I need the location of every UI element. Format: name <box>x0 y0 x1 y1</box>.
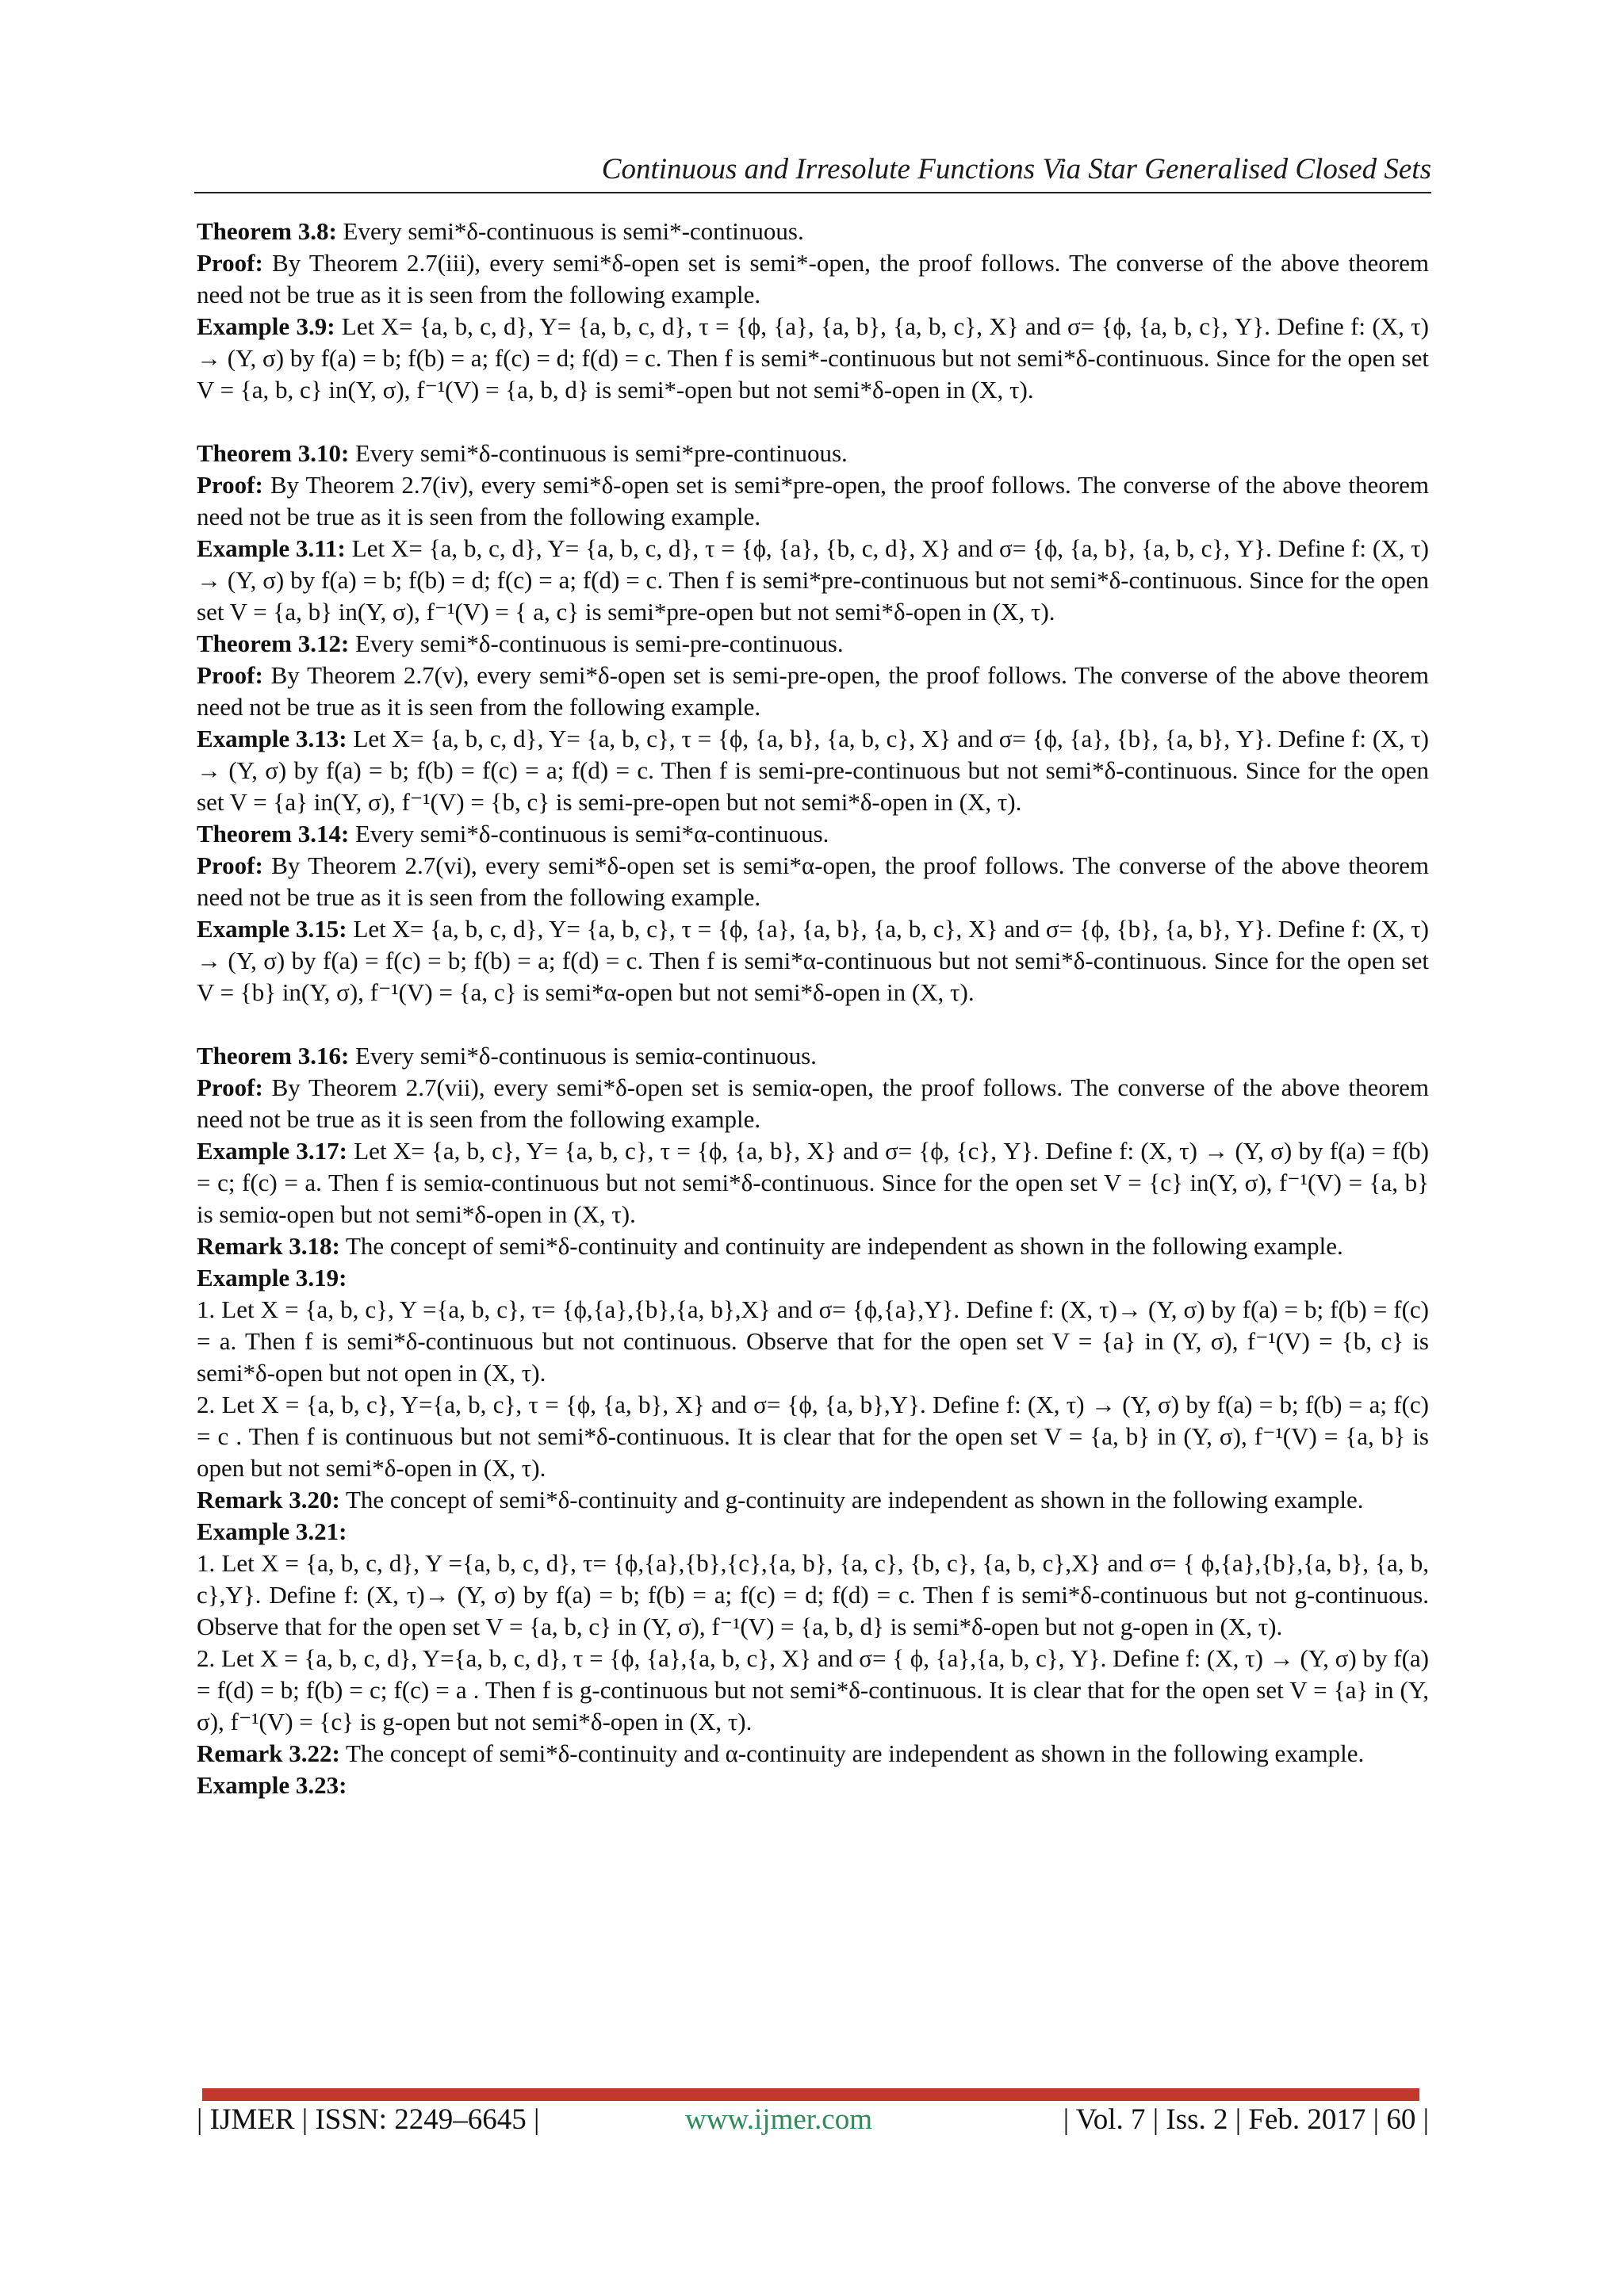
paragraph <box>197 533 1429 628</box>
paragraph-text: Every semi*δ-continuous is semiα-continuous. <box>349 1042 817 1070</box>
paragraph-label: Theorem 3.16: <box>197 1042 350 1070</box>
paragraph-label: Example 3.13: <box>197 725 347 752</box>
paragraph-text: Let X= {a, b, c, d}, Y= {a, b, c, d}, τ = {ϕ, {a}, {a, b}, {a, b, c}, X} and σ= {ϕ, {a, b, c}, Y}. Define f: (X, τ) → (Y, σ) by f(a) = b; f(b) = a; f(c) = d; f(d) = c. Then f is semi*-continuous but not semi*δ-continuous. Since for the open set V = {a, b, c} in(Y, σ), f⁻¹(V) = {a, b, d} is semi*-open but not semi*δ-open in (X, τ). <box>197 312 1430 404</box>
paragraph <box>197 247 1429 311</box>
paragraph-text: 1. Let X = {a, b, c, d}, Y ={a, b, c, d}, τ= {ϕ,{a},{b},{c},{a, b}, {a, c}, {b, c}, {a, b, c},X} and σ= { ϕ,{a},{b},{a, b}, {a, b, c},Y}. Define f: (X, τ)→ (Y, σ) by f(a) = b; f(b) = a; f(c) = d; f(d) = c. Then f is semi*δ-continuous but not g-continuous. Observe that for the open set V = {a, b, c} in (Y, σ), f⁻¹(V) = {a, b, d} is semi*δ-open but not g-open in (X, τ). <box>197 1549 1429 1640</box>
paragraph-text: Let X= {a, b, c, d}, Y= {a, b, c}, τ = {ϕ, {a}, {a, b}, {a, b, c}, X} and σ= {ϕ, {b}, {a, b}, Y}. Define f: (X, τ) → (Y, σ) by f(a) = f(c) = b; f(b) = a; f(d) = c. Then f is semi*α-continuous but not semi*δ-continuous. Since for the open set V = {b} in(Y, σ), f⁻¹(V) = {a, c} is semi*α-open but not semi*δ-open in (X, τ). <box>197 915 1430 1006</box>
paragraph-label: Theorem 3.12: <box>197 629 350 657</box>
paragraph <box>197 628 1429 660</box>
paragraph-text: Every semi*δ-continuous is semi*α-continuous. <box>349 820 829 848</box>
paragraph-label: Proof: <box>197 1073 263 1101</box>
paragraph-label: Theorem 3.10: <box>197 439 350 467</box>
paragraph-label: Remark 3.20: <box>197 1486 340 1513</box>
paragraph-label: Proof: <box>197 249 263 277</box>
running-head: Continuous and Irresolute Functions Via Star Generalised Closed Sets <box>601 153 1431 186</box>
paragraph <box>197 1484 1429 1516</box>
paragraph-text: The concept of semi*δ-continuity and α-continuity are independent as shown in the following example. <box>339 1739 1365 1767</box>
paragraph-text: Let X= {a, b, c, d}, Y= {a, b, c, d}, τ = {ϕ, {a}, {b, c, d}, X} and σ= {ϕ, {a, b}, {a, b, c}, Y}. Define f: (X, τ) → (Y, σ) by f(a) = b; f(b) = d; f(c) = a; f(d) = c. Then f is semi*pre-continuous but not semi*δ-continuous. Since for the open set V = {a, b} in(Y, σ), f⁻¹(V) = { a, c} is semi*pre-open but not semi*δ-open in (X, τ). <box>197 534 1429 626</box>
paragraph-text: By Theorem 2.7(vii), every semi*δ-open set is semiα-open, the proof follows. The converse of the above theorem need not be true as it is seen from the following example. <box>197 1073 1429 1133</box>
paragraph-text: Let X= {a, b, c, d}, Y= {a, b, c}, τ = {ϕ, {a, b}, {a, b, c}, X} and σ= {ϕ, {a}, {b}, {a, b}, Y}. Define f: (X, τ) → (Y, σ) by f(a) = b; f(b) = f(c) = a; f(d) = c. Then f is semi-pre-continuous but not semi*δ-continuous. Since for the open set V = {a} in(Y, σ), f⁻¹(V) = {b, c} is semi-pre-open but not semi*δ-open in (X, τ). <box>197 725 1430 816</box>
paragraph <box>197 438 1429 469</box>
paragraph-text: By Theorem 2.7(iv), every semi*δ-open set is semi*pre-open, the proof follows. The converse of the above theorem need not be true as it is seen from the following example. <box>197 471 1429 530</box>
paragraph <box>197 1040 1429 1072</box>
paragraph-text: Every semi*δ-continuous is semi-pre-continuous. <box>349 629 844 657</box>
paragraph-label: Example 3.23: <box>197 1771 347 1799</box>
paragraph <box>197 723 1429 818</box>
footer-accent-bar <box>202 2088 1419 2101</box>
paragraph-text: By Theorem 2.7(v), every semi*δ-open set is semi-pre-open, the proof follows. The converse of the above theorem need not be true as it is seen from the following example. <box>197 661 1429 721</box>
paragraph <box>197 850 1429 913</box>
paragraph <box>197 660 1429 723</box>
paragraph-text: By Theorem 2.7(iii), every semi*δ-open set is semi*-open, the proof follows. The converse of the above theorem need not be true as it is seen from the following example. <box>197 249 1429 308</box>
article-body <box>197 216 1429 1801</box>
paragraph-label: Remark 3.22: <box>197 1739 340 1767</box>
paragraph <box>197 1516 1429 1548</box>
paragraph-label: Proof: <box>197 661 263 689</box>
paragraph-label: Example 3.21: <box>197 1517 347 1545</box>
volume-issue-page: | Vol. 7 | Iss. 2 | Feb. 2017 | 60 | <box>1063 2103 1429 2136</box>
paragraph-text: By Theorem 2.7(vi), every semi*δ-open set is semi*α-open, the proof follows. The converse of the above theorem need not be true as it is seen from the following example. <box>197 851 1429 911</box>
paragraph-label: Proof: <box>197 851 263 879</box>
paragraph-text: The concept of semi*δ-continuity and continuity are independent as shown in the following example. <box>339 1232 1343 1260</box>
paragraph-label: Theorem 3.14: <box>197 820 350 848</box>
paragraph <box>197 818 1429 850</box>
paragraph-label: Remark 3.18: <box>197 1232 340 1260</box>
paragraph <box>197 913 1429 1008</box>
paragraph-label: Example 3.15: <box>197 915 347 943</box>
paragraph-label: Theorem 3.8: <box>197 217 337 245</box>
journal-issn: | IJMER | ISSN: 2249–6645 | <box>197 2103 540 2136</box>
paragraph-label: Example 3.9: <box>197 312 335 340</box>
paragraph <box>197 311 1429 406</box>
journal-website-link[interactable]: www.ijmer.com <box>685 2103 873 2136</box>
paragraph <box>197 1389 1429 1484</box>
paragraph-label: Example 3.17: <box>197 1137 347 1165</box>
paragraph-text: 1. Let X = {a, b, c}, Y ={a, b, c}, τ= {ϕ,{a},{b},{a, b},X} and σ= {ϕ,{a},Y}. Define f: (X, τ)→ (Y, σ) by f(a) = b; f(b) = f(c) = a. Then f is semi*δ-continuous but not continuous. Observe that for the open set V = {a} in (Y, σ), f⁻¹(V) = {b, c} is semi*δ-open but not open in (X, τ). <box>197 1295 1429 1387</box>
paragraph-text: Every semi*δ-continuous is semi*pre-continuous. <box>349 439 848 467</box>
paragraph <box>197 1230 1429 1262</box>
paragraph-label: Proof: <box>197 471 263 499</box>
paragraph-text: Every semi*δ-continuous is semi*-continuous. <box>336 217 804 245</box>
paragraph-label: Example 3.19: <box>197 1264 347 1292</box>
paragraph <box>197 1135 1429 1230</box>
paragraph-text: The concept of semi*δ-continuity and g-continuity are independent as shown in the following example. <box>339 1486 1364 1513</box>
paragraph-text: 2. Let X = {a, b, c, d}, Y={a, b, c, d}, τ = {ϕ, {a},{a, b, c}, X} and σ= { ϕ, {a},{a, b, c}, Y}. Define f: (X, τ) → (Y, σ) by f(a) = f(d) = b; f(b) = c; f(c) = a . Then f is g-continuous but not semi*δ-continuous. It is clear that for the open set V = {a} in (Y, σ), f⁻¹(V) = {c} is g-open but not semi*δ-open in (X, τ). <box>197 1644 1429 1735</box>
paragraph <box>197 1072 1429 1135</box>
paragraph <box>197 1643 1429 1738</box>
paragraph-text: Let X= {a, b, c}, Y= {a, b, c}, τ = {ϕ, {a, b}, X} and σ= {ϕ, {c}, Y}. Define f: (X, τ) → (Y, σ) by f(a) = f(b) = c; f(c) = a. Then f is semiα-continuous but not semi*δ-continuous. Since for the open set V = {c} in(Y, σ), f⁻¹(V) = {a, b} is semiα-open but not semi*δ-open in (X, τ). <box>197 1137 1429 1228</box>
paragraph <box>197 1770 1429 1801</box>
paragraph-label: Example 3.11: <box>197 534 346 562</box>
paragraph-text: 2. Let X = {a, b, c}, Y={a, b, c}, τ = {ϕ, {a, b}, X} and σ= {ϕ, {a, b},Y}. Define f: (X, τ) → (Y, σ) by f(a) = b; f(b) = a; f(c) = c . Then f is continuous but not semi*δ-continuous. It is clear that for the open set V = {a, b} in (Y, σ), f⁻¹(V) = {a, b} is open but not semi*δ-open in (X, τ). <box>197 1391 1429 1482</box>
header-rule <box>194 192 1431 193</box>
paragraph <box>197 1262 1429 1294</box>
page-footer <box>197 2103 1429 2147</box>
paragraph <box>197 1738 1429 1770</box>
paragraph <box>197 1294 1429 1389</box>
paragraph <box>197 216 1429 247</box>
paragraph <box>197 469 1429 533</box>
paragraph <box>197 1548 1429 1643</box>
